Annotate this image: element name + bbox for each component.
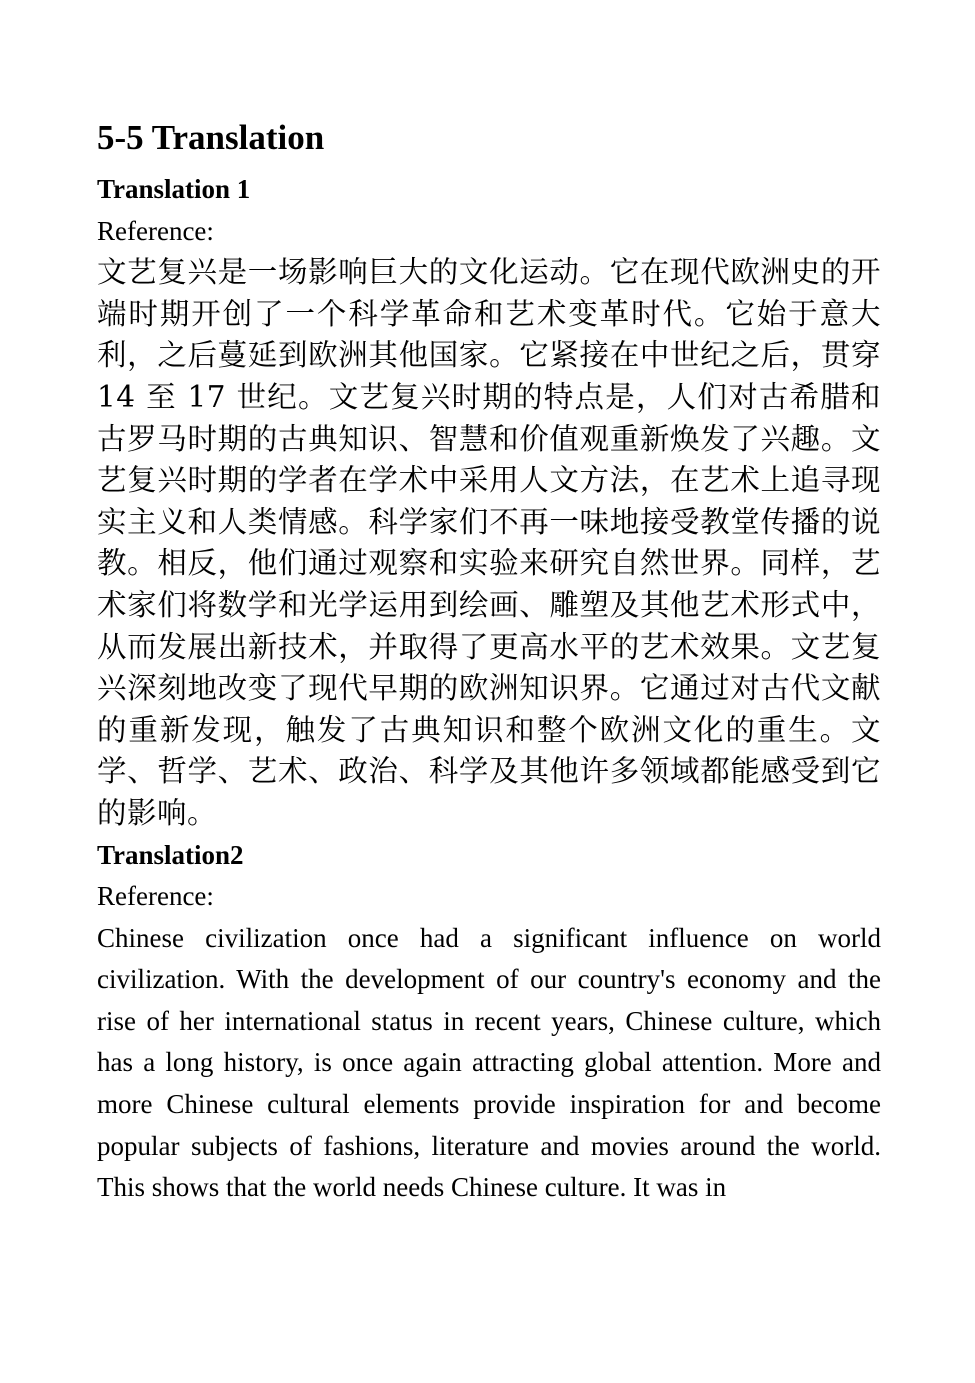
document-page bbox=[97, 112, 881, 1209]
section-title: 5-5 Translation bbox=[97, 118, 325, 157]
translation-2-reference-text: Chinese civilization once had a significant influence on world civilization. With the development of our country's economy and the rise of her international status in recent years, Chinese culture, which has a long history, is once again attracting global attention. More and more Chinese cultural elements provide inspiration for and become popular subjects of fashions, literature and movies around the world. This shows that the world needs Chinese culture. It was in bbox=[97, 922, 881, 1203]
translation-2-heading: Translation2 bbox=[97, 839, 244, 870]
translation-1-reference-text: 文艺复兴是一场影响巨大的文化运动。它在现代欧洲史的开端时期开创了一个科学革命和艺术变革时代。它始于意大利，之后蔓延到欧洲其他国家。它紧接在中世纪之后，贯穿 14 至 17 世纪。文艺复兴时期的特点是，人们对古希腊和古罗马时期的古典知识、智慧和价值观重新焕发了兴趣。文艺复兴时期的学者在学术中采用人文方法，在艺术上追寻现实主义和人类情感。科学家们不再一味地接受教堂传播的说教。相反，他们通过观察和实验来研究自然世界。同样，艺术家们将数学和光学运用到绘画、雕塑及其他艺术形式中，从而发展出新技术，并取得了更高水平的艺术效果。文艺复兴深刻地改变了现代早期的欧洲知识界。它通过对古代文献的重新发现，触发了古典知识和整个欧洲文化的重生。文学、哲学、艺术、政治、科学及其他许多领域都能感受到它的影响。 bbox=[97, 255, 881, 830]
translation-1-heading: Translation 1 bbox=[97, 174, 251, 204]
translation-2-block bbox=[97, 835, 881, 1209]
translation-1-reference-label: Reference: bbox=[97, 215, 214, 246]
translation-1-block bbox=[97, 169, 881, 835]
translation-2-reference-label: Reference: bbox=[97, 881, 214, 912]
